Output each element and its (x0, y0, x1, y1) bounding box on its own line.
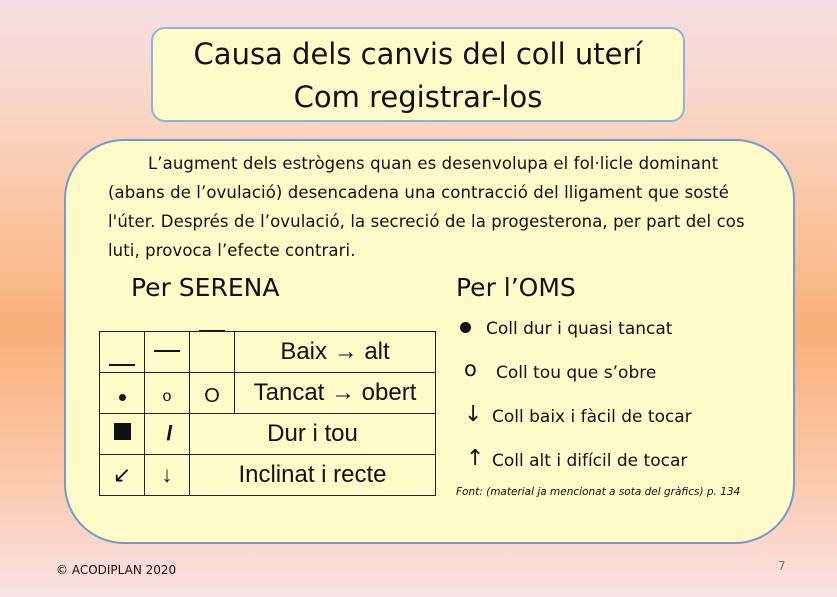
serena-label: Dur i tou (190, 414, 436, 455)
high-bar-icon (190, 332, 235, 373)
table-row (100, 373, 436, 414)
dot-icon (100, 373, 145, 414)
copyright-footer: © ACODIPLAN 2020 (56, 563, 177, 577)
serena-label: Baix → alt (235, 332, 436, 373)
filled-square-icon (100, 414, 145, 455)
large-circle-icon: O (190, 373, 235, 414)
title-line-2: Com registrar-los (293, 80, 543, 114)
up-arrow-icon: ↑ (466, 446, 485, 471)
mid-bar-icon (145, 332, 190, 373)
table-row (100, 332, 436, 373)
serena-table (99, 331, 436, 496)
filled-dot-icon (458, 314, 471, 338)
hatch-icon (145, 414, 190, 455)
oms-item-text: Coll alt i difícil de tocar (492, 451, 688, 471)
low-bar-icon (100, 332, 145, 373)
source-note: Font: (material ja mencionat a sota del gràfics) p. 134 (456, 486, 741, 498)
table-row (100, 455, 436, 496)
page-number: 7 (778, 559, 786, 573)
oms-item-text: Coll baix i fàcil de tocar (492, 407, 692, 427)
oms-heading: Per l’OMS (456, 273, 576, 302)
small-circle-icon: o (145, 373, 190, 414)
down-arrow-icon: ↓ (464, 402, 483, 427)
serena-heading: Per SERENA (131, 273, 280, 302)
serena-label: Inclinat i recte (190, 455, 436, 496)
intro-paragraph: L’augment dels estrògens quan es desenvolupa el fol·licle dominant (abans de l’ovulació) desencadena una contracció del lligament que sosté l'úter. Després de l’ovulació, la secreció de la progesterona, per part del cos luti, provoca l’efecte contrari. (108, 154, 745, 260)
oms-item-text: Coll tou que s’obre (496, 363, 657, 383)
serena-label: Tancat → obert (235, 373, 436, 414)
oms-item-text: Coll dur i quasi tancat (486, 319, 673, 339)
open-circle-icon: o (464, 357, 477, 381)
title-line-1: Causa dels canvis del coll uterí (193, 37, 643, 71)
diagonal-arrow-icon: ↙ (100, 455, 145, 496)
table-row (100, 414, 436, 455)
title-box (151, 27, 685, 122)
down-arrow-icon: ↓ (145, 455, 190, 496)
